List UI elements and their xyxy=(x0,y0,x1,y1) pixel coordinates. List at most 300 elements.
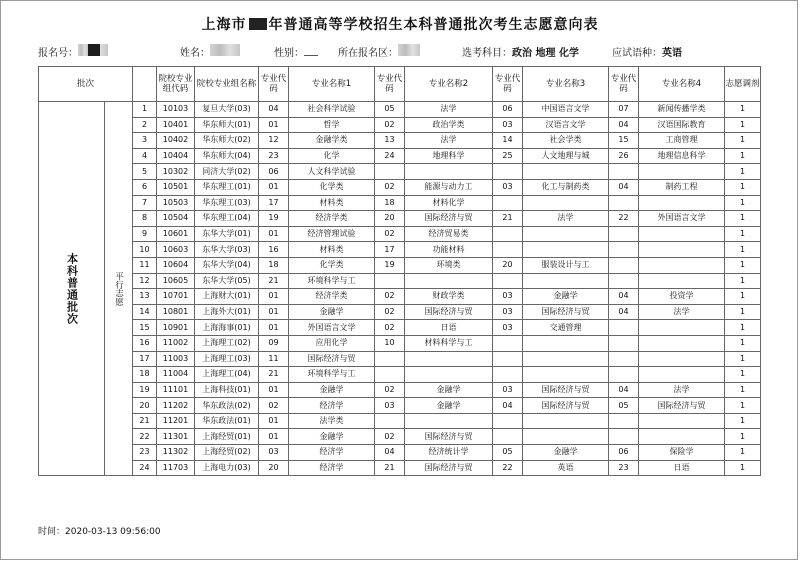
major2-code: 02 xyxy=(375,289,405,305)
major4-code: 04 xyxy=(609,304,639,320)
table-row xyxy=(39,117,761,133)
major1-code: 19 xyxy=(259,211,289,227)
major1-name: 环境科学与工 xyxy=(289,367,375,383)
major1-code: 11 xyxy=(259,351,289,367)
row-index: 20 xyxy=(133,398,157,414)
major2-code xyxy=(375,273,405,289)
group-code: 10504 xyxy=(157,211,195,227)
major1-name: 国际经济与贸 xyxy=(289,351,375,367)
table-row xyxy=(39,367,761,383)
major1-code: 09 xyxy=(259,335,289,351)
table-row xyxy=(39,429,761,445)
redacted-year xyxy=(249,18,267,30)
major1-name: 经济学 xyxy=(289,398,375,414)
major2-name: 国际经济与贸 xyxy=(405,429,493,445)
major4-code: 22 xyxy=(609,211,639,227)
major2-code: 02 xyxy=(375,304,405,320)
major2-name: 经济贸易类 xyxy=(405,226,493,242)
major2-code: 02 xyxy=(375,320,405,336)
row-index: 14 xyxy=(133,304,157,320)
major4-code xyxy=(609,335,639,351)
major1-code: 21 xyxy=(259,367,289,383)
group-name: 上海海事(01) xyxy=(195,320,259,336)
group-name: 上海科技(01) xyxy=(195,382,259,398)
major2-name: 国际经济与贸 xyxy=(405,304,493,320)
major2-name: 金融学 xyxy=(405,398,493,414)
row-index: 22 xyxy=(133,429,157,445)
major2-code xyxy=(375,351,405,367)
major4-name xyxy=(639,413,725,429)
group-code: 11302 xyxy=(157,445,195,461)
adjust-flag: 1 xyxy=(725,211,761,227)
group-name: 同济大学(02) xyxy=(195,164,259,180)
header-adjust: 志愿调剂 xyxy=(725,67,761,102)
major4-name xyxy=(639,273,725,289)
group-code: 11201 xyxy=(157,413,195,429)
group-code: 11703 xyxy=(157,460,195,476)
table-row xyxy=(39,164,761,180)
major2-code xyxy=(375,413,405,429)
group-code: 10501 xyxy=(157,179,195,195)
row-index: 21 xyxy=(133,413,157,429)
major4-code: 15 xyxy=(609,133,639,149)
row-index: 7 xyxy=(133,195,157,211)
row-index: 6 xyxy=(133,179,157,195)
group-code: 10302 xyxy=(157,164,195,180)
major2-code: 13 xyxy=(375,133,405,149)
major3-code: 03 xyxy=(493,117,523,133)
major1-code: 01 xyxy=(259,304,289,320)
major1-code: 20 xyxy=(259,460,289,476)
group-name: 东华大学(05) xyxy=(195,273,259,289)
major2-name: 金融学 xyxy=(405,382,493,398)
adjust-flag: 1 xyxy=(725,413,761,429)
major2-code: 02 xyxy=(375,382,405,398)
group-name: 华东政法(02) xyxy=(195,398,259,414)
gender-label: 性别： xyxy=(274,48,304,59)
table-row xyxy=(39,413,761,429)
major3-name: 人文地理与城 xyxy=(523,148,609,164)
group-code: 11003 xyxy=(157,351,195,367)
gender-field xyxy=(274,44,304,59)
header-major4-code: 专业代码 xyxy=(609,67,639,102)
adjust-flag: 1 xyxy=(725,382,761,398)
major3-name: 国际经济与贸 xyxy=(523,304,609,320)
major3-code xyxy=(493,226,523,242)
language-value: 英语 xyxy=(662,48,682,59)
group-code: 11301 xyxy=(157,429,195,445)
group-code: 10404 xyxy=(157,148,195,164)
major3-name: 金融学 xyxy=(523,289,609,305)
footer xyxy=(38,524,161,537)
table-row xyxy=(39,445,761,461)
adjust-flag: 1 xyxy=(725,351,761,367)
major4-code xyxy=(609,320,639,336)
major4-name xyxy=(639,367,725,383)
major1-name: 经济管理试验 xyxy=(289,226,375,242)
major1-code: 01 xyxy=(259,289,289,305)
group-name: 上海经贸(02) xyxy=(195,445,259,461)
major1-code: 23 xyxy=(259,148,289,164)
major1-code: 12 xyxy=(259,133,289,149)
group-name: 东华大学(03) xyxy=(195,242,259,258)
adjust-flag: 1 xyxy=(725,335,761,351)
header-name: 院校专业组名称 xyxy=(195,67,259,102)
group-name: 上海理工(02) xyxy=(195,335,259,351)
district-field xyxy=(338,44,398,59)
major3-code: 14 xyxy=(493,133,523,149)
group-name: 华东理工(03) xyxy=(195,195,259,211)
major3-code xyxy=(493,413,523,429)
table-row xyxy=(39,398,761,414)
major4-code xyxy=(609,367,639,383)
major2-name: 材料科学与工 xyxy=(405,335,493,351)
group-name: 东华大学(04) xyxy=(195,257,259,273)
major2-code: 05 xyxy=(375,102,405,118)
table-row xyxy=(39,179,761,195)
name-field xyxy=(180,44,210,59)
major3-code xyxy=(493,367,523,383)
major1-name: 外国语言文学 xyxy=(289,320,375,336)
group-name: 上海理工(03) xyxy=(195,351,259,367)
header-major3-code: 专业代码 xyxy=(493,67,523,102)
group-name: 东华大学(01) xyxy=(195,226,259,242)
table-row xyxy=(39,133,761,149)
major4-name: 国际经济与贸 xyxy=(639,398,725,414)
row-index: 16 xyxy=(133,335,157,351)
major4-code xyxy=(609,351,639,367)
parallel-label: 平行志愿 xyxy=(105,102,133,476)
major3-code: 06 xyxy=(493,102,523,118)
table-row xyxy=(39,195,761,211)
table-row xyxy=(39,242,761,258)
major1-name: 金融学 xyxy=(289,304,375,320)
major1-code: 18 xyxy=(259,257,289,273)
adjust-flag: 1 xyxy=(725,117,761,133)
major4-name: 制药工程 xyxy=(639,179,725,195)
major3-name xyxy=(523,351,609,367)
group-name: 上海财大(01) xyxy=(195,289,259,305)
row-index: 1 xyxy=(133,102,157,118)
major1-name: 应用化学 xyxy=(289,335,375,351)
name-blur xyxy=(210,44,240,56)
major4-code: 04 xyxy=(609,289,639,305)
major2-name: 地理科学 xyxy=(405,148,493,164)
major2-name: 能源与动力工 xyxy=(405,179,493,195)
major2-name: 环境类 xyxy=(405,257,493,273)
registration-field xyxy=(38,44,78,59)
group-name: 上海理工(04) xyxy=(195,367,259,383)
major3-name: 法学 xyxy=(523,211,609,227)
major3-name: 国际经济与贸 xyxy=(523,398,609,414)
major1-code: 16 xyxy=(259,242,289,258)
header-major3-name: 专业名称3 xyxy=(523,67,609,102)
group-code: 10401 xyxy=(157,117,195,133)
major4-code xyxy=(609,195,639,211)
header-major1-name: 专业名称1 xyxy=(289,67,375,102)
row-index: 5 xyxy=(133,164,157,180)
adjust-flag: 1 xyxy=(725,445,761,461)
adjust-flag: 1 xyxy=(725,289,761,305)
major2-name: 功能材料 xyxy=(405,242,493,258)
major2-name: 国际经济与贸 xyxy=(405,211,493,227)
major4-code: 07 xyxy=(609,102,639,118)
footer-label: 时间： xyxy=(38,527,66,537)
adjust-flag: 1 xyxy=(725,398,761,414)
table-row xyxy=(39,211,761,227)
group-code: 10605 xyxy=(157,273,195,289)
major1-name: 经济学类 xyxy=(289,289,375,305)
major2-code: 10 xyxy=(375,335,405,351)
major1-code: 03 xyxy=(259,445,289,461)
major3-code: 03 xyxy=(493,320,523,336)
major2-name: 经济统计学 xyxy=(405,445,493,461)
major1-name: 经济学 xyxy=(289,445,375,461)
major3-name xyxy=(523,164,609,180)
major2-name xyxy=(405,164,493,180)
major3-code xyxy=(493,164,523,180)
table-row xyxy=(39,226,761,242)
major4-code xyxy=(609,242,639,258)
table-row xyxy=(39,304,761,320)
major1-code: 06 xyxy=(259,164,289,180)
major3-name xyxy=(523,226,609,242)
name-label: 姓名： xyxy=(180,48,210,59)
major4-code xyxy=(609,257,639,273)
group-name: 华东师大(01) xyxy=(195,117,259,133)
major1-code: 01 xyxy=(259,413,289,429)
group-name: 华东师大(04) xyxy=(195,148,259,164)
adjust-flag: 1 xyxy=(725,273,761,289)
major4-code: 04 xyxy=(609,382,639,398)
major3-name: 中国语言文学 xyxy=(523,102,609,118)
major4-name xyxy=(639,320,725,336)
adjust-flag: 1 xyxy=(725,179,761,195)
table-row xyxy=(39,460,761,476)
major2-name: 日语 xyxy=(405,320,493,336)
major1-name: 金融学 xyxy=(289,382,375,398)
major3-code: 04 xyxy=(493,398,523,414)
major4-code: 06 xyxy=(609,445,639,461)
major1-code: 04 xyxy=(259,102,289,118)
major3-name: 国际经济与贸 xyxy=(523,382,609,398)
subjects-value: 政治 地理 化学 xyxy=(512,48,579,59)
major3-name xyxy=(523,195,609,211)
table-row xyxy=(39,148,761,164)
header-batch: 批次 xyxy=(39,67,133,102)
major4-code xyxy=(609,429,639,445)
district-blur xyxy=(398,44,420,56)
adjust-flag: 1 xyxy=(725,242,761,258)
row-index: 11 xyxy=(133,257,157,273)
major4-code: 04 xyxy=(609,179,639,195)
header-major2-name: 专业名称2 xyxy=(405,67,493,102)
table-row xyxy=(39,257,761,273)
row-index: 10 xyxy=(133,242,157,258)
major3-code xyxy=(493,242,523,258)
major4-name xyxy=(639,335,725,351)
major4-name xyxy=(639,351,725,367)
major1-code: 01 xyxy=(259,179,289,195)
major4-name: 法学 xyxy=(639,382,725,398)
major3-code xyxy=(493,195,523,211)
group-code: 11202 xyxy=(157,398,195,414)
language-label: 应试语种： xyxy=(612,48,662,59)
major4-name: 日语 xyxy=(639,460,725,476)
group-code: 11101 xyxy=(157,382,195,398)
major1-name: 环境科学与工 xyxy=(289,273,375,289)
adjust-flag: 1 xyxy=(725,257,761,273)
major3-code: 03 xyxy=(493,289,523,305)
adjust-flag: 1 xyxy=(725,367,761,383)
major1-code: 17 xyxy=(259,195,289,211)
major1-name: 材料类 xyxy=(289,195,375,211)
group-name: 上海电力(03) xyxy=(195,460,259,476)
major1-name: 化学类 xyxy=(289,257,375,273)
group-name: 华东理工(04) xyxy=(195,211,259,227)
table-row xyxy=(39,320,761,336)
header-major2-code: 专业代码 xyxy=(375,67,405,102)
major1-name: 经济学 xyxy=(289,460,375,476)
subjects-field xyxy=(462,44,579,59)
major2-code: 03 xyxy=(375,398,405,414)
gender-blank xyxy=(304,44,318,56)
major1-name: 化学 xyxy=(289,148,375,164)
major1-name: 经济学类 xyxy=(289,211,375,227)
language-field xyxy=(612,44,682,59)
major1-name: 哲学 xyxy=(289,117,375,133)
table-row xyxy=(39,273,761,289)
group-code: 10603 xyxy=(157,242,195,258)
major2-code: 21 xyxy=(375,460,405,476)
major4-code: 04 xyxy=(609,117,639,133)
major2-name xyxy=(405,273,493,289)
major1-name: 人文科学试验 xyxy=(289,164,375,180)
row-index: 13 xyxy=(133,289,157,305)
major2-code: 02 xyxy=(375,429,405,445)
adjust-flag: 1 xyxy=(725,133,761,149)
major4-code: 05 xyxy=(609,398,639,414)
major2-code xyxy=(375,367,405,383)
major2-name: 法学 xyxy=(405,133,493,149)
major2-code: 04 xyxy=(375,445,405,461)
header-index xyxy=(133,67,157,102)
major2-name xyxy=(405,351,493,367)
adjust-flag: 1 xyxy=(725,102,761,118)
batch-label: 本科普通批次 xyxy=(39,102,105,476)
major1-name: 法学类 xyxy=(289,413,375,429)
major3-code: 03 xyxy=(493,382,523,398)
adjust-flag: 1 xyxy=(725,320,761,336)
major2-code: 19 xyxy=(375,257,405,273)
group-code: 10601 xyxy=(157,226,195,242)
table-row xyxy=(39,335,761,351)
major1-code: 21 xyxy=(259,273,289,289)
registration-blur-end xyxy=(78,44,88,56)
major4-code: 26 xyxy=(609,148,639,164)
adjust-flag: 1 xyxy=(725,195,761,211)
major4-name: 外国语言文学 xyxy=(639,211,725,227)
table-row xyxy=(39,102,761,118)
major3-name: 金融学 xyxy=(523,445,609,461)
table-header-row xyxy=(39,67,761,102)
major1-code: 01 xyxy=(259,320,289,336)
major3-name: 社会学类 xyxy=(523,133,609,149)
registration-label: 报名号： xyxy=(38,48,78,59)
header-major4-name: 专业名称4 xyxy=(639,67,725,102)
row-index: 12 xyxy=(133,273,157,289)
district-label: 所在报名区： xyxy=(338,48,398,59)
footer-timestamp: 2020-03-13 09:56:00 xyxy=(65,527,161,537)
major3-name xyxy=(523,429,609,445)
row-index: 8 xyxy=(133,211,157,227)
row-index: 4 xyxy=(133,148,157,164)
major1-name: 金融学类 xyxy=(289,133,375,149)
row-index: 3 xyxy=(133,133,157,149)
adjust-flag: 1 xyxy=(725,304,761,320)
major3-name xyxy=(523,367,609,383)
major4-name xyxy=(639,429,725,445)
row-index: 23 xyxy=(133,445,157,461)
major4-code xyxy=(609,413,639,429)
page-title xyxy=(0,14,800,34)
subjects-label: 选考科目： xyxy=(462,48,512,59)
major3-code xyxy=(493,429,523,445)
row-index: 18 xyxy=(133,367,157,383)
major4-name: 投资学 xyxy=(639,289,725,305)
major4-name xyxy=(639,257,725,273)
major4-name xyxy=(639,226,725,242)
group-code: 11004 xyxy=(157,367,195,383)
group-name: 上海外大(01) xyxy=(195,304,259,320)
major3-name xyxy=(523,413,609,429)
table-row xyxy=(39,289,761,305)
major3-code: 25 xyxy=(493,148,523,164)
row-index: 9 xyxy=(133,226,157,242)
major3-code: 05 xyxy=(493,445,523,461)
major2-code: 02 xyxy=(375,226,405,242)
title-suffix: 年普通高等学校招生本科普通批次考生志愿意向表 xyxy=(268,17,599,33)
group-name: 华东师大(02) xyxy=(195,133,259,149)
major2-name xyxy=(405,413,493,429)
major3-name: 交通管理 xyxy=(523,320,609,336)
row-index: 24 xyxy=(133,460,157,476)
major1-code: 01 xyxy=(259,117,289,133)
adjust-flag: 1 xyxy=(725,429,761,445)
group-code: 10503 xyxy=(157,195,195,211)
major4-code: 23 xyxy=(609,460,639,476)
major4-name: 保险学 xyxy=(639,445,725,461)
group-name: 华东理工(01) xyxy=(195,179,259,195)
major4-name xyxy=(639,195,725,211)
group-code: 10801 xyxy=(157,304,195,320)
major4-name xyxy=(639,242,725,258)
major3-code xyxy=(493,273,523,289)
header-code: 院校专业组代码 xyxy=(157,67,195,102)
row-index: 15 xyxy=(133,320,157,336)
major3-code xyxy=(493,351,523,367)
group-name: 复旦大学(03) xyxy=(195,102,259,118)
group-name: 华东政法(01) xyxy=(195,413,259,429)
adjust-flag: 1 xyxy=(725,164,761,180)
major4-name: 法学 xyxy=(639,304,725,320)
major4-name xyxy=(639,164,725,180)
table-row xyxy=(39,382,761,398)
major3-name xyxy=(523,335,609,351)
major2-code: 02 xyxy=(375,179,405,195)
row-index: 2 xyxy=(133,117,157,133)
header-major1-code: 专业代码 xyxy=(259,67,289,102)
